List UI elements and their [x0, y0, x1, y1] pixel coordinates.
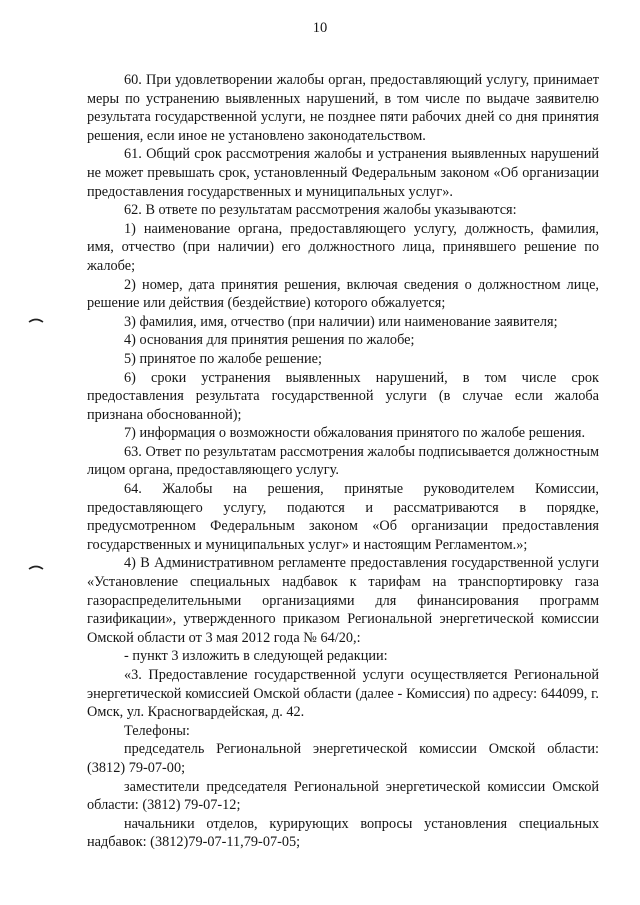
paragraph-60: 60. При удовлетворении жалобы орган, предоставляющий услугу, принимает меры по устранению выявленных нарушений, в том числе по выдаче заявителю результата государственной услуги, не позднее пяти рабочих дней со дня принятия решения, если иное не установлено законодательством. — [87, 72, 599, 144]
document-body — [87, 71, 599, 852]
paragraph-62: 62. В ответе по результатам рассмотрения жалобы указываются: — [124, 202, 517, 219]
phones-heading: Телефоны: — [124, 722, 190, 739]
clause-3: «3. Предоставление государственной услуги осуществляется Региональной энергетической комиссией Омской области (далее - Комиссия) по адресу: 644099, г. Омск, ул. Красногвардейская, д. 42. — [87, 667, 599, 721]
list-item-7: 7) информация о возможности обжалования принятого по жалобе решения. — [124, 425, 586, 442]
list-item-5: 5) принятое по жалобе решение; — [124, 350, 322, 367]
margin-mark — [28, 564, 44, 571]
page-number: 10 — [312, 20, 328, 36]
phone-deputies: заместители председателя Региональной энергетической комиссии Омской области: (3812) 79-07-12; — [87, 778, 599, 814]
paragraph-61: 61. Общий срок рассмотрения жалобы и устранения выявленных нарушений не может превышать срок, установленный Федеральным законом «Об организации предоставления государственных и муниципальных услуг». — [87, 146, 599, 200]
phone-department-heads: начальники отделов, курирующих вопросы установления специальных надбавок: (3812)79-07-11,79-07-05; — [87, 815, 599, 851]
list-item-1: 1) наименование органа, предоставляющего услугу, должность, фамилия, имя, отчество (при наличии) его должностного лица, принявшего решение по жалобе; — [87, 220, 599, 274]
list-item-3: 3) фамилия, имя, отчество (при наличии) или наименование заявителя; — [124, 313, 558, 330]
paragraph-64: 64. Жалобы на решения, принятые руководителем Комиссии, предоставляющего услугу, подаются и рассматриваются в порядке, предусмотренном Федеральным законом «Об организации предоставления государственных и муниципальных услуг» и настоящим Регламентом.»; — [87, 481, 599, 553]
amendment-instruction: - пункт 3 изложить в следующей редакции: — [124, 648, 388, 665]
phone-chairman: председатель Региональной энергетической комиссии Омской области: (3812) 79-07-00; — [87, 741, 599, 776]
paragraph-63: 63. Ответ по результатам рассмотрения жалобы подписывается должностным лицом органа, предоставляющего услугу. — [87, 443, 599, 479]
list-item-6: 6) сроки устранения выявленных нарушений, в том числе срок предоставления результата государственной услуги (в случае если жалоба признана обоснованной); — [87, 369, 599, 423]
list-item-2: 2) номер, дата принятия решения, включая сведения о должностном лице, решение или действия (бездействие) которого обжалуется; — [87, 276, 599, 312]
margin-mark — [28, 317, 44, 324]
amendment-item-4: 4) В Административном регламенте предоставления государственной услуги «Установление специальных надбавок к тарифам на транспортировку газа газораспределительными организациями для финансирования программ газификации», утвержденного приказом Региональной энергетической комиссии Омской области от 3 мая 2012 года № 64/20,: — [87, 555, 599, 646]
list-item-4: 4) основания для принятия решения по жалобе; — [124, 332, 415, 349]
